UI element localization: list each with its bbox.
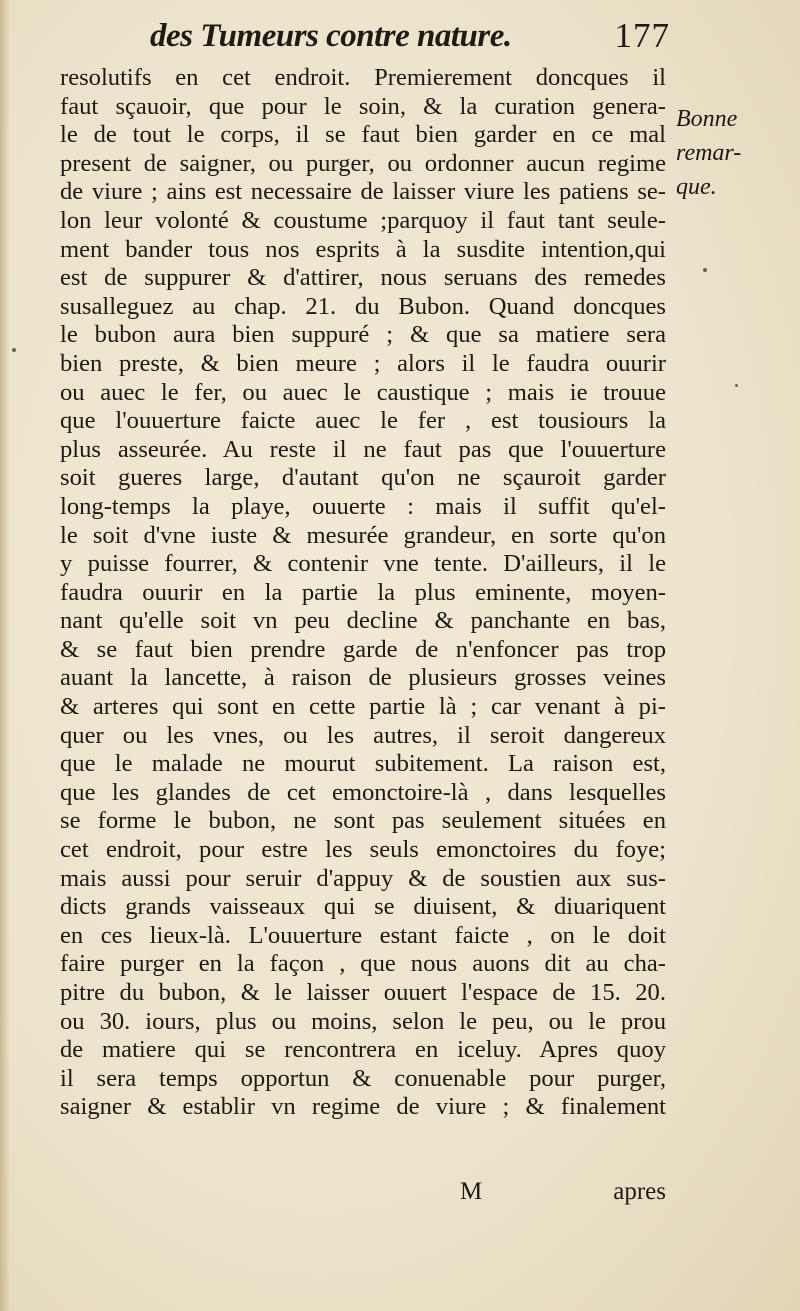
text-line: que l'ouuerture faicte auec le fer , est tousiours la [60,407,666,435]
text-line: pitre du bubon, & le laisser ouuert l'espace de 15. 20. [60,979,666,1006]
text-line: nant qu'elle soit vn peu decline & panchante en bas, [60,607,666,635]
text-line: quer ou les vnes, ou les autres, il seroit dangereux [60,721,666,749]
text-line: se forme le bubon, ne sont pas seulement situées en [60,807,666,835]
text-line: & arteres qui sont en cette partie là ; car venant à pi- [60,693,666,721]
text-line: long-temps la playe, ouuerte : mais il suffit qu'el- [60,492,666,520]
text-line: saigner & establir vn regime de viure ; & finalement [60,1093,666,1121]
text-line: le bubon aura bien suppuré ; & que sa matiere sera [60,321,666,349]
text-line: ou 30. iours, plus ou moins, selon le peu, ou le prou [60,1007,666,1035]
text-line: de matiere qui se rencontrera en iceluy. Apres quoy [60,1036,666,1064]
text-line: lon leur volonté & coustume ;parquoy il faut tant seule- [60,206,666,234]
text-line: mais aussi pour seruir d'appuy & de soustien aux sus- [60,864,666,892]
margin-note [676,102,800,204]
catchword: apres [613,1178,666,1205]
text-line: de viure ; ains est necessaire de laisser viure les patiens se- [60,178,666,206]
text-line: le de tout le corps, il se faut bien garder en ce mal [60,121,666,149]
page-number: 177 [614,16,670,55]
page-edge-shadow [0,0,10,1311]
text-line: cet endroit, pour estre les seuls emonctoires du foye; [60,836,666,864]
text-line: faire purger en la façon , que nous auons dit au cha- [60,950,666,978]
text-line: y puisse fourrer, & contenir vne tente. D'ailleurs, il le [60,550,666,578]
text-line: susalleguez au chap. 21. du Bubon. Quand doncques [60,292,666,320]
margin-note-line: que. [676,174,717,200]
text-line: present de saigner, ou purger, ou ordonner aucun regime [60,149,666,177]
text-line: faudra ouurir en la partie la plus eminente, moyen- [60,578,666,606]
paper-speck [735,384,738,387]
text-line: il sera temps opportun & conuenable pour purger, [60,1064,666,1092]
text-line: auant la lancette, à raison de plusieurs grosses veines [60,664,666,692]
page-footer [60,1178,666,1212]
text-line: ment bander tous nos esprits à la susdite intention,qui [60,235,666,263]
text-line: le soit d'vne iuste & mesurée grandeur, en sorte qu'on [60,521,666,549]
text-line: est de suppurer & d'attirer, nous seruans des remedes [60,264,666,292]
text-line: & se faut bien prendre garde de n'enfoncer pas trop [60,635,666,663]
paper-speck [703,268,707,272]
text-line: soit gueres large, d'autant qu'on ne sçauroit garder [60,464,666,492]
paper-speck [12,348,16,352]
signature-mark: M [460,1178,483,1205]
margin-note-line: Bonne [676,106,738,132]
page-header [150,18,670,64]
body-text [60,64,666,1122]
running-title: des Tumeurs contre nature. [150,18,512,54]
text-line: dicts grands vaisseaux qui se diuisent, & diuariquent [60,893,666,921]
text-line: que le malade ne mourut subitement. La raison est, [60,750,666,778]
text-line: plus asseurée. Au reste il ne faut pas que l'ouuerture [60,435,666,463]
text-line: ou auec le fer, ou auec le caustique ; mais ie trouue [60,378,666,406]
text-line: bien preste, & bien meure ; alors il le faudra ouurir [60,349,666,377]
text-line: en ces lieux-là. L'ouuerture estant faicte , on le doit [60,921,666,949]
text-line: resolutifs en cet endroit. Premierement doncques il [60,64,666,91]
text-line: faut sçauoir, que pour le soin, & la curation genera- [60,92,666,120]
text-line: que les glandes de cet emonctoire-là , dans lesquelles [60,778,666,806]
margin-note-line: remar- [676,140,742,166]
